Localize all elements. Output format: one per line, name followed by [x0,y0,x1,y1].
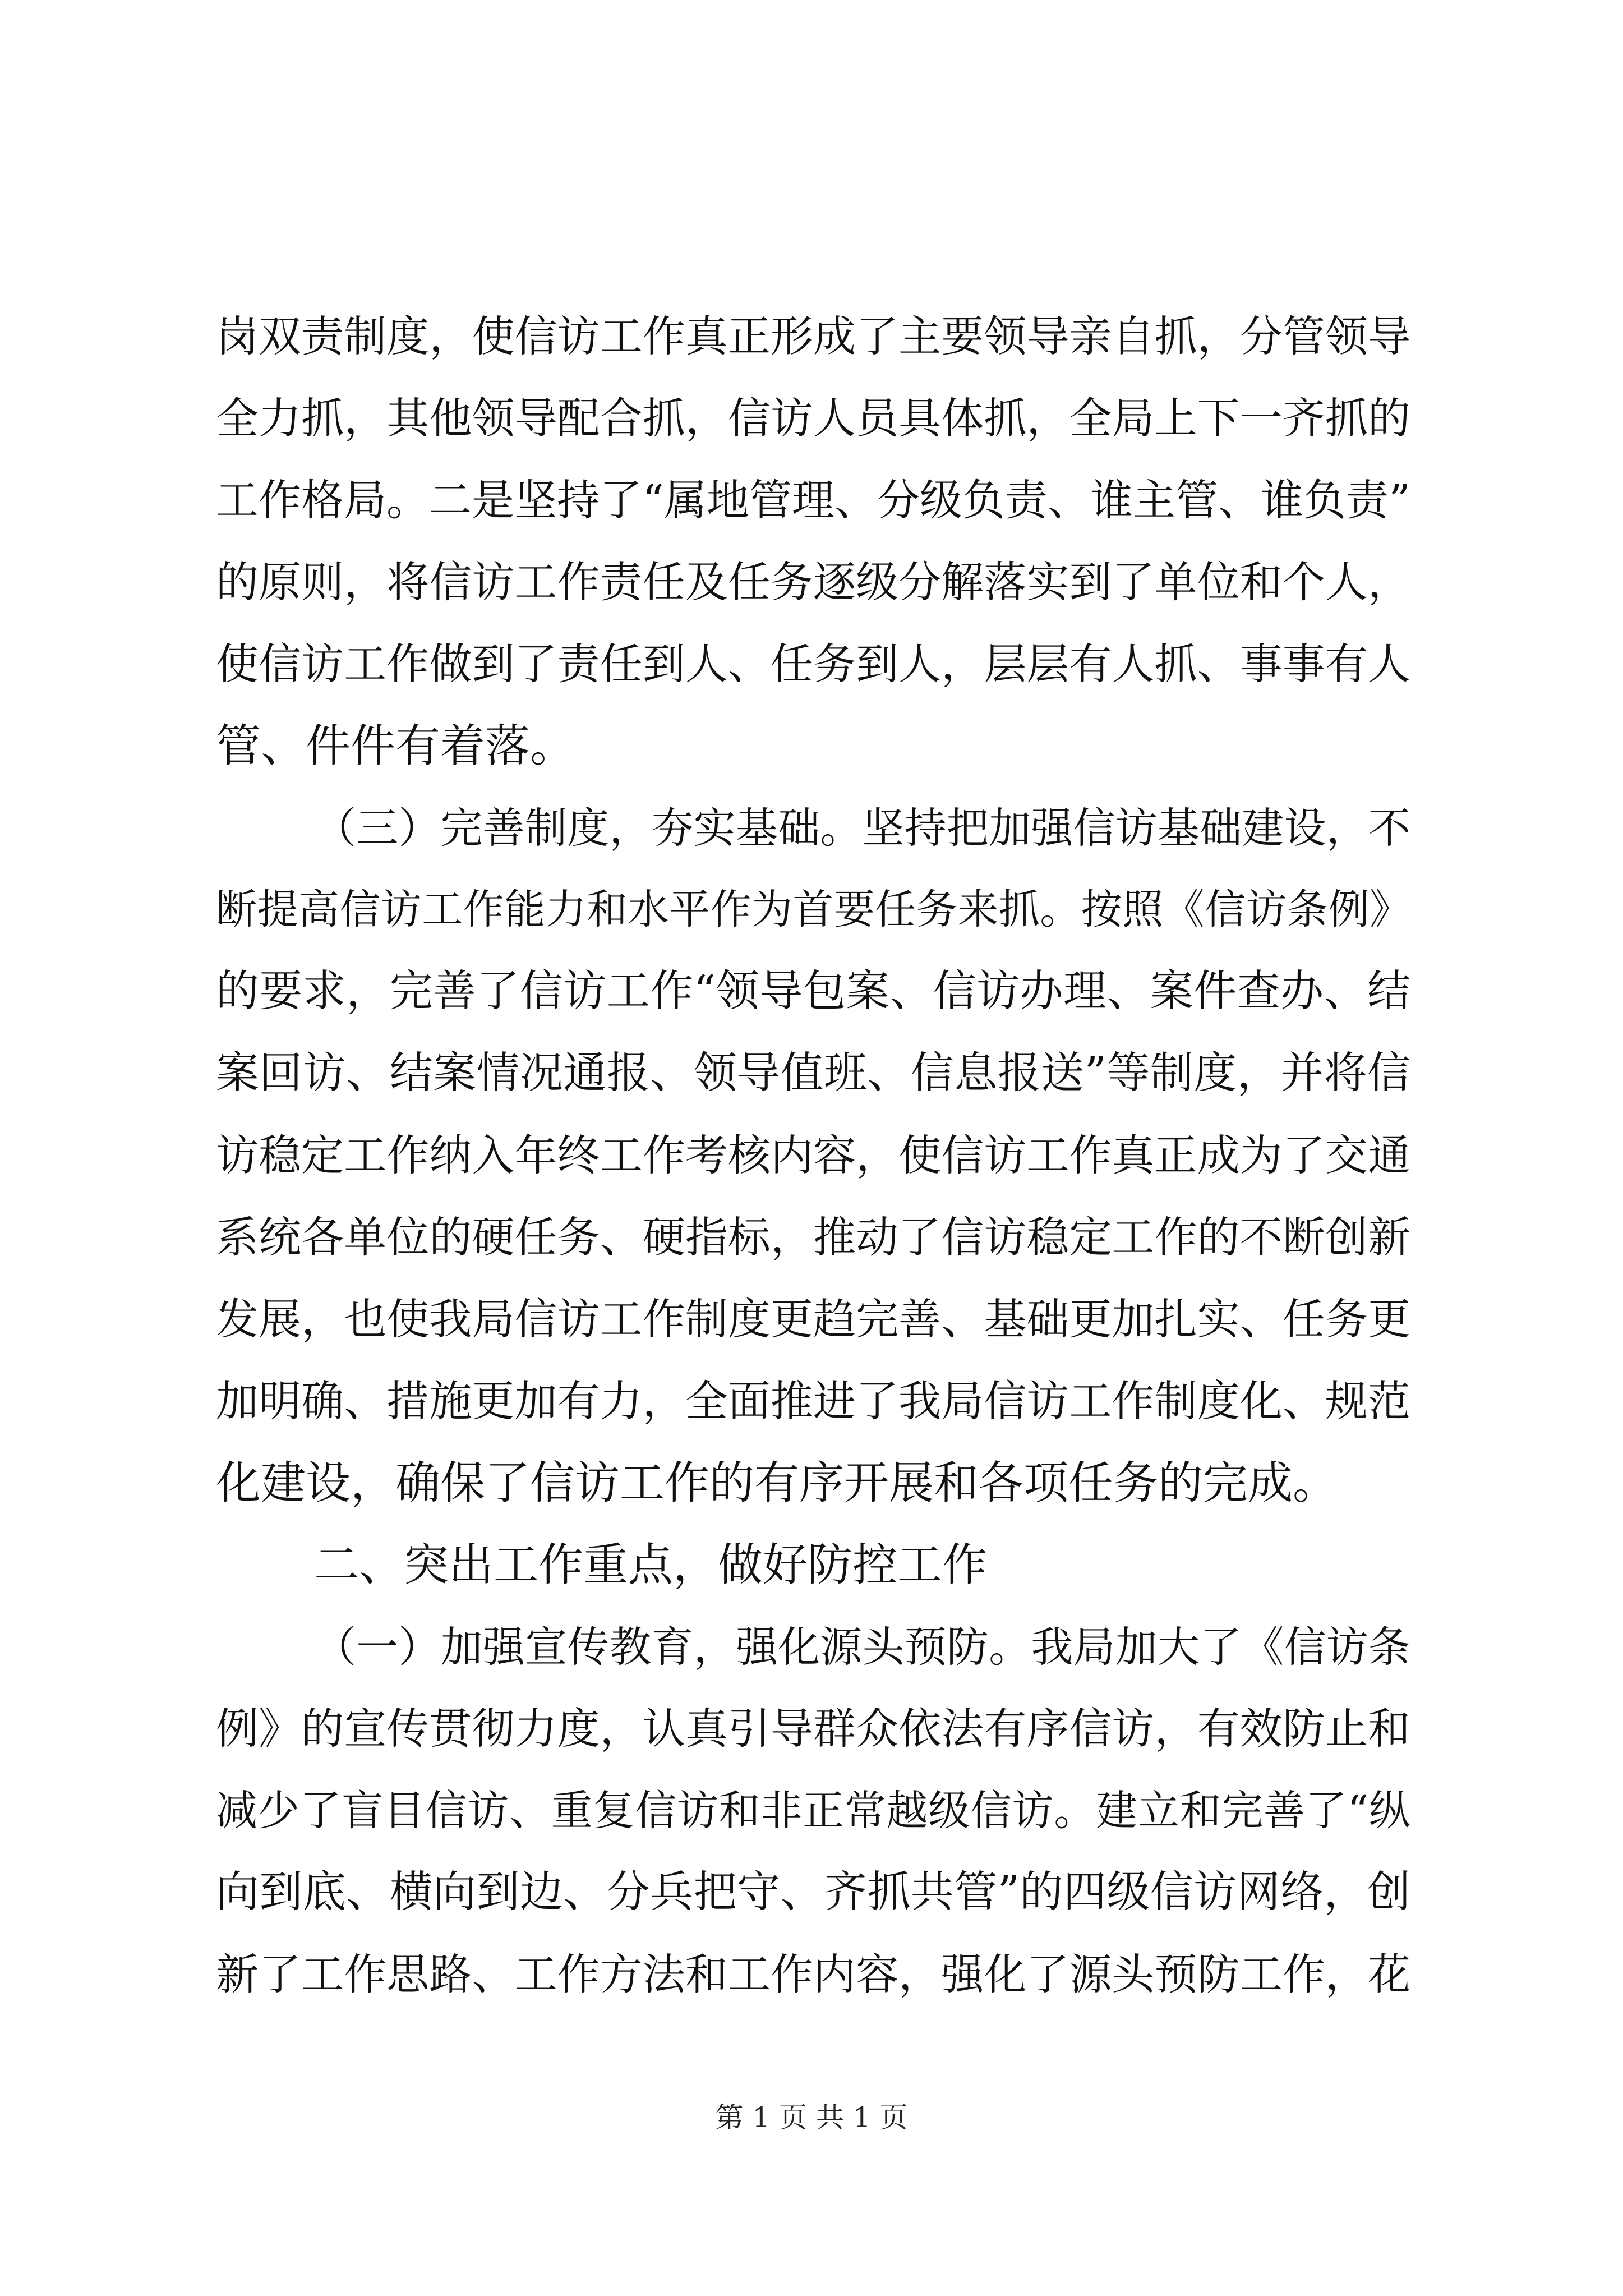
text-line: 的要求，完善了信访工作“领导包案、信访办理、案件查办、结 [216,967,1410,1016]
text-line: 新了工作思路、工作方法和工作内容，强化了源头预防工作，花 [216,1949,1410,1999]
text-line: 向到底、横向到边、分兵把守、齐抓共管”的四级信访网络，创 [216,1867,1410,1917]
text-line: 例》的宣传贯彻力度，认真引导群众依法有序信访，有效防止和 [216,1704,1410,1754]
text-line: 断提高信访工作能力和水平作为首要任务来抓。按照《信访条例》 [216,886,1410,933]
text-line: 全力抓，其他领导配合抓，信访人员具体抓，全局上下一齐抓的 [216,393,1410,443]
text-line: 二、突出工作重点，做好防控工作 [314,1539,987,1591]
text-line: 减少了盲目信访、重复信访和非正常越级信访。建立和完善了“纵 [216,1787,1410,1835]
text-line: 工作格局。二是坚持了“属地管理、分级负责、谁主管、谁负责” [216,475,1410,525]
text-line: 案回访、结案情况通报、领导值班、信息报送”等制度，并将信 [216,1048,1410,1098]
text-line: 使信访工作做到了责任到人、任务到人，层层有人抓、事事有人 [216,639,1410,689]
text-line: 系统各单位的硬任务、硬指标，推动了信访稳定工作的不断创新 [216,1212,1410,1262]
text-line: 发展，也使我局信访工作制度更趋完善、基础更加扎实、任务更 [216,1294,1410,1344]
page-footer: 第 1 页 共 1 页 [715,2101,908,2134]
text-line: （三）完善制度，夯实基础。坚持把加强信访基础建设，不 [314,803,1410,853]
text-line: 化建设，确保了信访工作的有序开展和各项任务的完成。 [216,1457,1338,1509]
text-line: 加明确、措施更加有力，全面推进了我局信访工作制度化、规范 [216,1376,1410,1426]
text-line: 的原则，将信访工作责任及任务逐级分解落实到了单位和个人， [216,557,1410,607]
text-line: 岗双责制度，使信访工作真正形成了主要领导亲自抓，分管领导 [216,311,1410,361]
text-line: （一）加强宣传教育，强化源头预防。我局加大了《信访条 [314,1622,1410,1672]
document-body [216,296,1410,2016]
text-line: 管、件件有着落。 [216,720,575,772]
text-line: 访稳定工作纳入年终工作考核内容，使信访工作真正成为了交通 [216,1130,1410,1180]
